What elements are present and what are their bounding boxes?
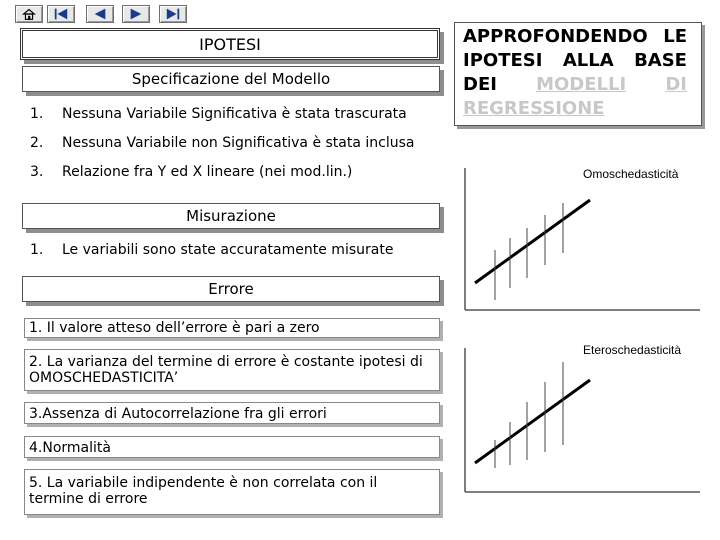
- next-slide-button[interactable]: [122, 5, 150, 23]
- section-title-box: [454, 22, 702, 126]
- spec-title: Specificazione del Modello: [131, 70, 331, 88]
- errore-item: 1. Il valore atteso dell’errore è pari a zero: [24, 318, 440, 338]
- spec-item-num: 2.: [30, 135, 44, 151]
- errore-item: 4.Normalità: [24, 436, 440, 458]
- misurazione-box: [22, 203, 440, 229]
- misurazione-title: Misurazione: [186, 207, 276, 225]
- title-word: DEI: [463, 74, 497, 95]
- last-slide-button[interactable]: [159, 5, 187, 23]
- home-button[interactable]: [15, 5, 43, 23]
- chart1-label: Omoschedasticità: [583, 167, 679, 181]
- errore-item: 5. La variabile indipendente è non correlata con il termine di errore: [24, 469, 440, 515]
- spec-box: [22, 66, 440, 92]
- spec-item-text: Nessuna Variabile non Significativa è stata inclusa: [62, 135, 415, 151]
- misurazione-item-num: 1.: [30, 242, 44, 258]
- title-line-2: [463, 49, 687, 73]
- errore-title: Errore: [208, 280, 254, 298]
- spec-item-num: 3.: [30, 164, 44, 180]
- previous-slide-button[interactable]: [86, 5, 114, 23]
- first-slide-icon: [48, 6, 74, 22]
- title-line-1: [463, 25, 687, 49]
- chart2-regression-line: [475, 380, 590, 463]
- home-icon: [16, 6, 42, 22]
- ipotesi-title: IPOTESI: [199, 35, 261, 54]
- title-word: ALLA: [562, 50, 614, 71]
- spec-item-text: Relazione fra Y ed X lineare (nei mod.lin.): [62, 164, 353, 180]
- misurazione-item-text: Le variabili sono state accuratamente misurate: [62, 242, 394, 258]
- title-word: LE: [663, 26, 687, 47]
- homoscedasticity-chart: [455, 160, 705, 320]
- heteroscedasticity-chart: [455, 340, 705, 500]
- chart2-label: Eteroschedasticità: [583, 343, 682, 357]
- chart1-regression-line: [475, 200, 590, 283]
- title-line-3: [463, 73, 687, 97]
- title-word-muted: REGRESSIONE: [463, 98, 605, 119]
- previous-slide-icon: [87, 6, 113, 22]
- errore-box: [22, 276, 440, 302]
- last-slide-icon: [160, 6, 186, 22]
- title-word: APPROFONDENDO: [463, 26, 648, 47]
- errore-item: 3.Assenza di Autocorrelazione fra gli errori: [24, 402, 440, 424]
- errore-item: 2. La varianza del termine di errore è costante ipotesi di OMOSCHEDASTICITA’: [24, 349, 440, 391]
- title-line-4: [463, 97, 687, 121]
- title-word-muted: DI: [665, 74, 687, 95]
- title-word: IPOTESI: [463, 50, 543, 71]
- next-slide-icon: [123, 6, 149, 22]
- first-slide-button[interactable]: [47, 5, 75, 23]
- title-word: BASE: [634, 50, 687, 71]
- spec-item-text: Nessuna Variabile Significativa è stata trascurata: [62, 106, 407, 122]
- title-word-muted: MODELLI: [536, 74, 627, 95]
- ipotesi-box: [20, 28, 440, 60]
- spec-item-num: 1.: [30, 106, 44, 122]
